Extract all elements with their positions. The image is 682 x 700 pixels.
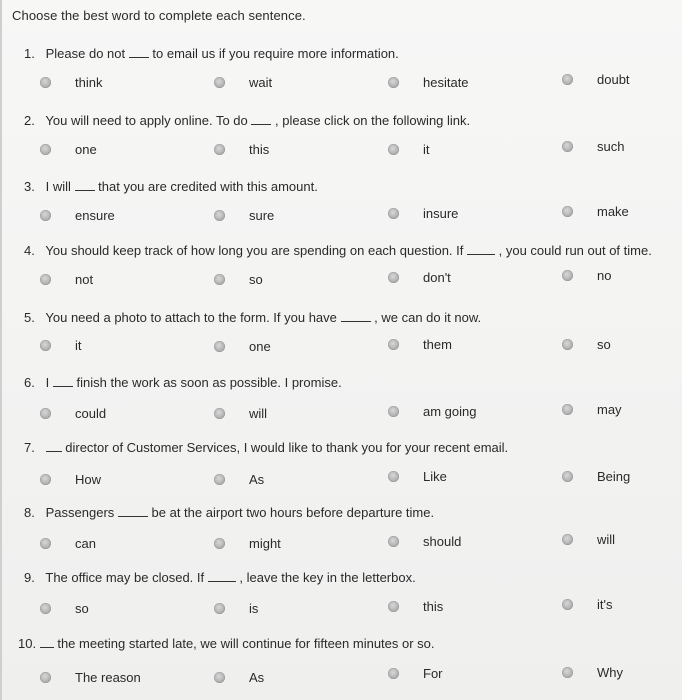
answer-option[interactable] (562, 138, 624, 154)
radio-button-icon[interactable] (214, 538, 225, 549)
radio-button-icon[interactable] (388, 668, 399, 679)
option-label: hesitate (423, 74, 469, 90)
option-label: sure (249, 207, 275, 223)
option-label: it (75, 337, 82, 353)
option-label: one (75, 141, 97, 157)
question-text (18, 636, 435, 651)
question-text (24, 310, 481, 325)
question-text-after: , leave the key in the letterbox. (239, 570, 416, 585)
option-label: could (75, 405, 107, 421)
option-label: ensure (75, 207, 115, 223)
question-number: 1. (24, 46, 35, 61)
option-label: wait (249, 74, 273, 90)
option-label: may (597, 401, 622, 417)
option-label: As (249, 471, 265, 487)
question-text (24, 570, 416, 585)
answer-option[interactable] (388, 141, 430, 157)
question-text-after: finish the work as soon as possible. I promise. (76, 375, 342, 390)
question-text-before: The office may be closed. If (45, 570, 205, 585)
radio-button-icon[interactable] (40, 340, 51, 351)
question-text-after: , we can do it now. (374, 310, 482, 325)
answer-option[interactable] (40, 405, 106, 421)
option-label: don't (423, 269, 451, 285)
radio-button-icon[interactable] (562, 74, 573, 85)
question-4 (0, 243, 682, 303)
option-label: Like (423, 468, 447, 484)
radio-button-icon[interactable] (40, 144, 51, 155)
answer-option[interactable] (40, 669, 141, 685)
question-text (24, 243, 652, 258)
answer-option[interactable] (214, 338, 271, 354)
option-label: For (423, 665, 443, 681)
answer-option[interactable] (562, 401, 622, 417)
question-text-before: You should keep track of how long you are spending on each question. If (45, 243, 464, 258)
answer-option[interactable] (214, 271, 263, 287)
answer-blank (467, 243, 495, 255)
question-7 (0, 440, 682, 500)
option-label: will (249, 405, 268, 421)
answer-option[interactable] (562, 267, 611, 283)
question-number: 4. (24, 243, 35, 258)
option-label: so (249, 271, 263, 287)
option-label: no (597, 267, 612, 283)
answer-blank (129, 46, 149, 58)
answer-blank (251, 113, 271, 125)
instructions-heading: Choose the best word to complete each sentence. (12, 8, 306, 23)
option-label: should (423, 533, 462, 549)
question-text-before: Passengers (45, 505, 115, 520)
question-text-before: I will (45, 179, 71, 194)
question-text-after: be at the airport two hours before departure time. (151, 505, 435, 520)
option-label: As (249, 669, 265, 685)
question-text-after: director of Customer Services, I would like to thank you for your recent email. (65, 440, 509, 455)
radio-button-icon[interactable] (40, 538, 51, 549)
answer-blank (40, 636, 54, 648)
radio-button-icon[interactable] (562, 339, 573, 350)
question-number: 7. (24, 440, 35, 455)
answer-option[interactable] (40, 600, 89, 616)
answer-blank (208, 570, 236, 582)
answer-option[interactable] (562, 596, 612, 612)
radio-button-icon[interactable] (214, 274, 225, 285)
answer-option[interactable] (388, 533, 461, 549)
option-label: so (597, 336, 611, 352)
option-label: am going (423, 403, 477, 419)
answer-option[interactable] (40, 141, 97, 157)
radio-button-icon[interactable] (214, 672, 225, 683)
answer-option[interactable] (40, 271, 93, 287)
question-number: 3. (24, 179, 35, 194)
option-label: Why (597, 664, 623, 680)
question-8 (0, 505, 682, 565)
answer-option[interactable] (214, 405, 267, 421)
radio-button-icon[interactable] (214, 210, 225, 221)
question-text-before: You will need to apply online. To do (45, 113, 248, 128)
option-label: so (75, 600, 89, 616)
radio-button-icon[interactable] (388, 471, 399, 482)
question-number: 9. (24, 570, 35, 585)
answer-option[interactable] (562, 336, 611, 352)
answer-option[interactable] (40, 337, 82, 353)
answer-option[interactable] (562, 203, 629, 219)
answer-option[interactable] (40, 535, 96, 551)
option-label: this (249, 141, 270, 157)
question-text (24, 505, 434, 520)
question-number: 10. (18, 636, 37, 651)
answer-option[interactable] (388, 403, 476, 419)
answer-option[interactable] (214, 600, 258, 616)
answer-option[interactable] (388, 598, 443, 614)
radio-button-icon[interactable] (388, 339, 399, 350)
radio-button-icon[interactable] (562, 471, 573, 482)
question-text-after: that you are credited with this amount. (98, 179, 318, 194)
question-number: 5. (24, 310, 35, 325)
answer-option[interactable] (214, 207, 274, 223)
question-text (24, 440, 508, 455)
answer-option[interactable] (388, 269, 451, 285)
radio-button-icon[interactable] (214, 144, 225, 155)
option-label: this (423, 598, 444, 614)
question-3 (0, 179, 682, 239)
radio-button-icon[interactable] (40, 603, 51, 614)
question-text (24, 375, 342, 390)
radio-button-icon[interactable] (40, 408, 51, 419)
option-label: such (597, 138, 625, 154)
radio-button-icon[interactable] (388, 406, 399, 417)
radio-button-icon[interactable] (562, 534, 573, 545)
answer-option[interactable] (388, 205, 458, 221)
question-text-before: I (45, 375, 50, 390)
question-10 (0, 636, 682, 696)
radio-button-icon[interactable] (40, 474, 51, 485)
radio-button-icon[interactable] (562, 206, 573, 217)
question-1 (0, 46, 682, 106)
radio-button-icon[interactable] (388, 272, 399, 283)
radio-button-icon[interactable] (562, 270, 573, 281)
answer-option[interactable] (40, 74, 102, 90)
radio-button-icon[interactable] (388, 601, 399, 612)
answer-blank (341, 310, 371, 322)
option-label: can (75, 535, 96, 551)
option-label: think (75, 74, 103, 90)
radio-button-icon[interactable] (562, 141, 573, 152)
option-label: doubt (597, 71, 630, 87)
question-9 (0, 570, 682, 630)
radio-button-icon[interactable] (40, 274, 51, 285)
answer-option[interactable] (214, 471, 264, 487)
option-label: it (423, 141, 430, 157)
answer-option[interactable] (388, 665, 443, 681)
answer-blank (75, 179, 95, 191)
option-label: The reason (75, 669, 141, 685)
question-text (24, 46, 399, 61)
question-text (24, 113, 470, 128)
answer-option[interactable] (562, 468, 630, 484)
option-label: not (75, 271, 94, 287)
answer-blank (46, 440, 62, 452)
radio-button-icon[interactable] (214, 474, 225, 485)
radio-button-icon[interactable] (388, 144, 399, 155)
question-text-before: You need a photo to attach to the form. If you have (45, 310, 337, 325)
radio-button-icon[interactable] (40, 672, 51, 683)
question-text-after: the meeting started late, we will continue for fifteen minutes or so. (57, 636, 435, 651)
radio-button-icon[interactable] (562, 599, 573, 610)
question-text-before: Please do not (45, 46, 126, 61)
answer-option[interactable] (388, 336, 452, 352)
option-label: insure (423, 205, 459, 221)
radio-button-icon[interactable] (40, 77, 51, 88)
answer-option[interactable] (214, 669, 264, 685)
radio-button-icon[interactable] (388, 77, 399, 88)
radio-button-icon[interactable] (214, 341, 225, 352)
option-label: might (249, 535, 281, 551)
option-label: is (249, 600, 259, 616)
radio-button-icon[interactable] (562, 667, 573, 678)
answer-option[interactable] (388, 468, 447, 484)
option-label: them (423, 336, 452, 352)
answer-option[interactable] (214, 74, 272, 90)
answer-option[interactable] (40, 207, 115, 223)
option-label: it's (597, 596, 613, 612)
answer-option[interactable] (562, 71, 630, 87)
question-2 (0, 113, 682, 173)
radio-button-icon[interactable] (388, 208, 399, 219)
option-label: How (75, 471, 102, 487)
question-text-after: , you could run out of time. (498, 243, 652, 258)
radio-button-icon[interactable] (388, 536, 399, 547)
answer-option[interactable] (40, 471, 101, 487)
answer-option[interactable] (562, 664, 623, 680)
answer-option[interactable] (214, 141, 269, 157)
question-text-after: to email us if you require more information. (152, 46, 399, 61)
question-number: 2. (24, 113, 35, 128)
option-label: Being (597, 468, 631, 484)
radio-button-icon[interactable] (214, 603, 225, 614)
radio-button-icon[interactable] (214, 408, 225, 419)
option-label: will (597, 531, 616, 547)
answer-option[interactable] (562, 531, 615, 547)
question-number: 6. (24, 375, 35, 390)
option-label: one (249, 338, 271, 354)
question-6 (0, 375, 682, 435)
radio-button-icon[interactable] (40, 210, 51, 221)
question-text-after: , please click on the following link. (275, 113, 471, 128)
radio-button-icon[interactable] (214, 77, 225, 88)
answer-option[interactable] (388, 74, 469, 90)
question-number: 8. (24, 505, 35, 520)
answer-blank (53, 375, 73, 387)
answer-option[interactable] (214, 535, 281, 551)
answer-blank (118, 505, 148, 517)
radio-button-icon[interactable] (562, 404, 573, 415)
option-label: make (597, 203, 629, 219)
question-text (24, 179, 318, 194)
question-5 (0, 310, 682, 370)
